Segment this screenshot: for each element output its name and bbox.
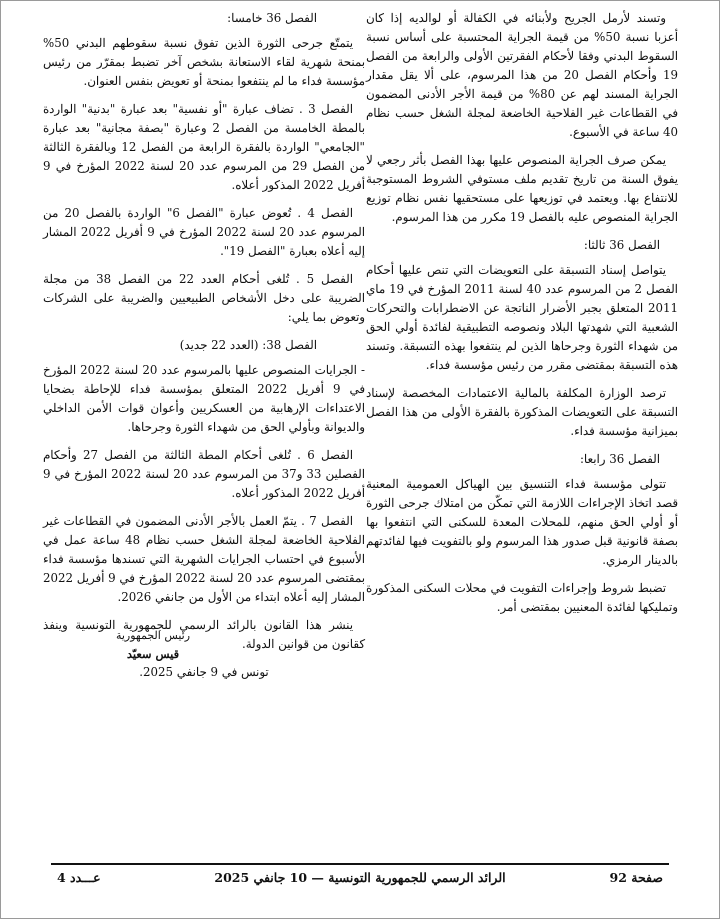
paragraph: يمكن صرف الجراية المنصوص عليها بهذا الفصل بأثر رجعي لا يفوق السنة من تاريخ تقديم ملف مستوفي الشروط المستوجبة للانتفاع بها. ويعتمد في توزيعها على مستحقيها نفس نظام توزيع الجراية المنصوص عليه بالفصل 19 مكرر من هذا المرسوم. bbox=[366, 153, 678, 224]
paragraph: يتمتّع جرحى الثورة الذين تفوق نسبة سقوطهم البدني 50% بمنحة شهرية لقاء الاستعانة بشخص آخر تضبط بمقرّر من رئيس مؤسسة فداء ما لم ينتفعوا بمنحة أو تعويض بنفس العنوان. bbox=[43, 36, 365, 88]
paragraph: وتسند لأرمل الجريح ولأبنائه في الكفالة أو لوالديه إذا كان أعزبا نسبة 50% من قيمة الجراية المحتسبة على أساس نسبة السقوط البدني وفقا لأحكام الفقرتين الأولى والرابعة من الفصل 19 وأحكام الفصل 20 من هذا المرسوم، على ألا يقل مقدار الجراية المسند لهم عن 80% من قيمة الأجر الأدنى المضمون في القطاعات غير الفلاحية الخاضعة لمجلة الشغل حسب نظام 40 ساعة في الأسبوع. bbox=[366, 11, 679, 139]
section-heading: الفصل 36 رابعا: bbox=[579, 452, 660, 466]
paragraph: الفصل 3 . تضاف عبارة "أو نفسية" بعد عبارة "بدنية" الواردة بالمطة الخامسة من الفصل 2 وعبارة "بصفة مجانية" بعد عبارة "الجامعي" الواردة بالفقرة الرابعة من الفصل 12 وبالفقرة الثالثة من الفصل 29 من المرسوم عدد 20 لسنة 2022 المؤرخ في 9 أفريل 2022 المذكور أعلاه. bbox=[43, 102, 365, 192]
paragraph: تضبط شروط وإجراءات التفويت في محلات السكنى المذكورة وتمليكها لفائدة المعنيين بمقتضى أمر. bbox=[366, 581, 678, 614]
signature-block bbox=[93, 627, 213, 663]
right-column bbox=[366, 9, 678, 626]
promulgation-date: تونس في 9 جانفي 2025. bbox=[139, 665, 269, 679]
paragraph: يتواصل إسناد التسبقة على التعويضات التي تنص عليها أحكام الفصل 2 من المرسوم عدد 40 لسنة 2011 المؤرخ في 19 ماي 2011 المتعلق بجبر الأضرار الناتجة عن الاضطرابات والتحركات الشعبية التي شهدتها البلاد ونصوصه التطبيقية لفائدة أولي الحق من شهداء الثورة وجرحاها الذين لم ينتفعوا بهذه التسبقة. وتسند هذه التسبقة بمقتضى مقرر من رئيس مؤسسة فداء. bbox=[366, 263, 678, 372]
signatory-name: قيس سعيّد bbox=[126, 647, 180, 661]
issue-number: عـــدد 4 bbox=[57, 870, 101, 885]
signatory-title: رئيس الجمهورية bbox=[115, 629, 191, 642]
paragraph: ترصد الوزارة المكلفة بالمالية الاعتمادات المخصصة لإسناد التسبقة على التعويضات المذكورة بالفقرة الأولى من هذا الفصل بميزانية مؤسسة فداء. bbox=[366, 386, 678, 438]
page-footer bbox=[51, 870, 669, 890]
section-heading: الفصل 38: (العدد 22 جديد) bbox=[179, 338, 317, 352]
paragraph: الفصل 7 . يتمّ العمل بالأجر الأدنى المضمون في القطاعات غير الفلاحية الخاضعة لمجلة الشغل حسب نظام 48 ساعة عمل في الأسبوع في احتساب الجرايات الشهرية التي تسندها مؤسسة فداء بمقتضى المرسوم عدد 20 لسنة 2022 المؤرخ في 9 أفريل 2022 المشار إليه أعلاه ابتداء من الأول من جانفي 2026. bbox=[42, 514, 365, 604]
paragraph: الفصل 6 . تُلغى أحكام المطة الثالثة من الفصل 27 وأحكام الفصلين 33 و37 من المرسوم عدد 20 لسنة 2022 المؤرخ في 9 أفريل 2022 المذكور أعلاه. bbox=[43, 448, 365, 500]
left-column bbox=[43, 9, 365, 691]
paragraph: ينشر هذا القانون بالرائد الرسمي للجمهورية التونسية وينفذ كقانون من قوانين الدولة. bbox=[43, 618, 365, 651]
paragraph: الفصل 5 . تُلغى أحكام العدد 22 من الفصل 38 من مجلة الضريبة على دخل الأشخاص الطبيعيين والضريبة على الشركات وتعوض بما يلي: bbox=[43, 272, 365, 324]
section-heading: الفصل 36 خامسا: bbox=[227, 11, 317, 25]
journal-title-date: الرائد الرسمي للجمهورية التونسية — 10 جانفي 2025 bbox=[214, 870, 506, 885]
footer-divider bbox=[51, 863, 669, 865]
paragraph: الفصل 4 . تُعوض عبارة "الفصل 6" الواردة بالفصل 20 من المرسوم عدد 20 لسنة 2022 المؤرخ في 9 أفريل 2022 المشار إليه أعلاه بعبارة "الفصل 19". bbox=[43, 206, 365, 258]
page-number: صفحة 92 bbox=[609, 870, 663, 885]
section-heading: الفصل 36 ثالثا: bbox=[583, 238, 660, 252]
paragraph: تتولى مؤسسة فداء التنسيق بين الهياكل العمومية المعنية قصد اتخاذ الإجراءات اللازمة التي تمكّن من امتلاك جرحى الثورة أو أولي الحق منهم، للمحلات المعدة للسكنى التي انتفعوا بها بصفة قانونية قبل صدور هذا المرسوم ولو بالتفويت فيها لفائدتهم بالدينار الرمزي. bbox=[366, 477, 678, 567]
list-item: - الجرايات المنصوص عليها بالمرسوم عدد 20 لسنة 2022 المؤرخ في 9 أفريل 2022 المتعلق بمؤسسة فداء للإحاطة بضحايا الاعتداءات الإرهابية من العسكريين وأعوان قوات الأمن الداخلي والديوانة وبأولي الحق من شهداء الثورة وجرحاها. bbox=[43, 363, 365, 434]
